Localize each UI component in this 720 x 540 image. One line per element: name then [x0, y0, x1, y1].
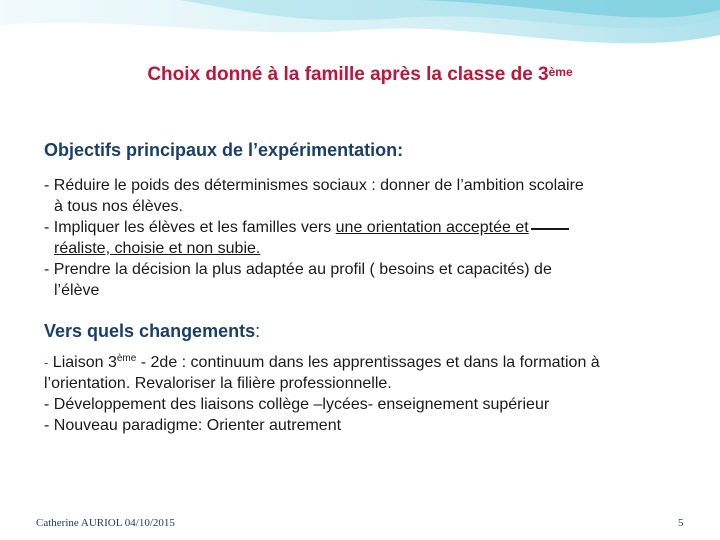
footer-page-number: 5: [678, 517, 684, 529]
underline-blank: [531, 228, 569, 230]
objectif-item-3-line-2: l’élève: [54, 282, 100, 299]
objectif-item-3: [44, 259, 684, 301]
changements-heading: [44, 321, 684, 342]
objectif-item-1-line-2: à tous nos élèves.: [54, 198, 183, 215]
objectif-item-3-line-1: - Prendre la décision la plus adaptée au profil ( besoins et capacités) de: [44, 261, 552, 278]
objectif-item-2-line-1-underlined: une orientation acceptée et: [335, 219, 529, 236]
objectif-item-2-line-2-underlined: réaliste, choisie et non subie.: [54, 240, 261, 257]
changement-item-1-superscript: ème: [116, 353, 137, 364]
footer-author-date: Catherine AURIOL 04/10/2015: [36, 517, 175, 529]
changement-item-1: [44, 352, 684, 394]
slide-content: [44, 140, 684, 436]
changements-heading-colon: :: [255, 321, 261, 341]
changement-item-3: - Nouveau paradigme: Orienter autrement: [44, 417, 342, 434]
changement-item-1-pre: Liaison 3: [48, 354, 117, 371]
changement-item-1-dash: -: [44, 355, 49, 370]
changements-heading-text: Vers quels changements: [44, 321, 256, 341]
slide-title-superscript: ème: [548, 65, 573, 79]
objectif-item-2-line-1-text: - Impliquer les élèves et les familles vers: [44, 219, 336, 236]
wave-decoration: [0, 0, 720, 70]
objectifs-heading: Objectifs principaux de l’expérimentation:: [44, 140, 404, 160]
changement-item-1-post: - 2de : continuum dans les apprentissages et dans la formation à: [136, 354, 600, 371]
objectif-item-2: [44, 217, 684, 259]
slide-title-text: Choix donné à la famille après la classe de 3: [147, 64, 549, 85]
changement-item-2: - Développement des liaisons collège –lycées- enseignement supérieur: [44, 396, 550, 413]
slide-title: [0, 64, 720, 86]
objectif-item-1: [44, 175, 684, 217]
changement-item-1-line-2: l’orientation. Revaloriser la filière professionnelle.: [44, 375, 392, 392]
objectif-item-1-line-1: - Réduire le poids des déterminismes sociaux : donner de l’ambition scolaire: [44, 177, 584, 194]
